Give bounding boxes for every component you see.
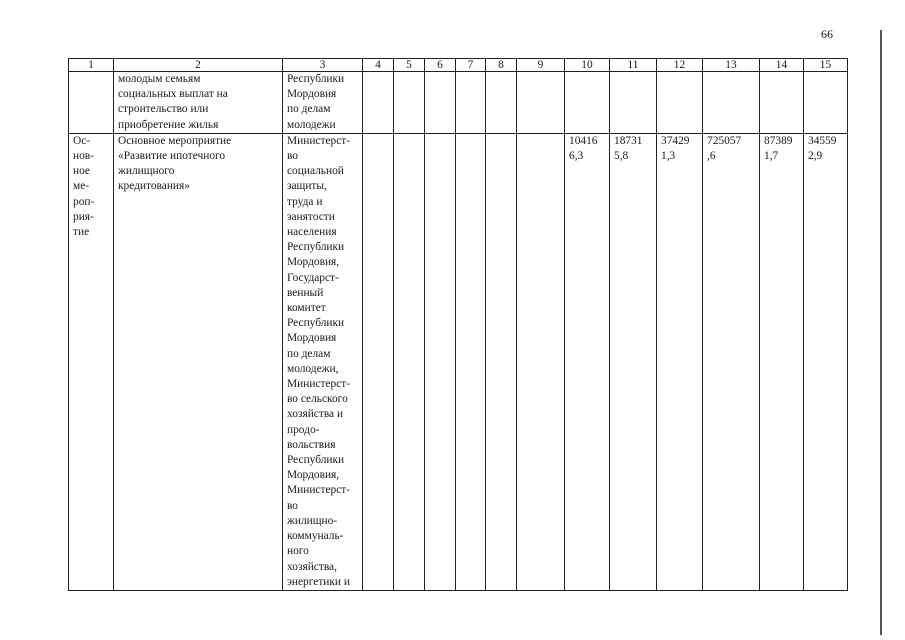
executor-cell: Министерст- во социальной защиты, труда и занятости населения Республики Мордовия, Государст- венный комитет Республики Мордовия по делам молодежи, Министерст- во сельского хозяйства и продо- вольствия Республики Мордовия, Министерст- во жилищно- коммуналь- ного хозяйства, энергетики и <box>283 133 363 590</box>
header-cell: 12 <box>657 59 703 72</box>
event-name-cell: Основное мероприятие «Развитие ипотечного жилищного кредитования» <box>114 133 283 590</box>
row-type-cell <box>69 72 114 134</box>
scan-edge-line <box>880 30 882 635</box>
program-table <box>68 58 848 591</box>
page-number: 66 <box>821 27 833 41</box>
header-cell: 5 <box>394 59 425 72</box>
table-cell <box>394 72 425 134</box>
table-cell <box>425 133 456 590</box>
executor-cell: Республики Мордовия по делам молодежи <box>283 72 363 134</box>
amount-cell <box>703 72 760 134</box>
event-name-cell: молодым семьям социальных выплат на строительство или приобретение жилья <box>114 72 283 134</box>
amount-cell: 34559 2,9 <box>804 133 848 590</box>
table-cell <box>486 72 517 134</box>
amount-cell: 87389 1,7 <box>760 133 804 590</box>
table-cell <box>486 133 517 590</box>
header-cell: 13 <box>703 59 760 72</box>
column-number-row <box>69 59 848 72</box>
header-cell: 8 <box>486 59 517 72</box>
amount-cell <box>610 72 657 134</box>
amount-cell <box>565 72 610 134</box>
header-cell: 11 <box>610 59 657 72</box>
table-row <box>69 72 848 134</box>
amount-cell: 37429 1,3 <box>657 133 703 590</box>
amount-cell <box>804 72 848 134</box>
header-cell: 10 <box>565 59 610 72</box>
table-cell <box>456 133 486 590</box>
table-cell <box>394 133 425 590</box>
row-type-cell: Ос- нов- ное ме- роп- рия- тие <box>69 133 114 590</box>
table-cell <box>363 133 394 590</box>
header-cell: 15 <box>804 59 848 72</box>
header-cell: 7 <box>456 59 486 72</box>
header-cell: 6 <box>425 59 456 72</box>
header-cell: 1 <box>69 59 114 72</box>
table-cell <box>363 72 394 134</box>
table-cell <box>517 133 565 590</box>
table-cell <box>517 72 565 134</box>
amount-cell <box>657 72 703 134</box>
table-cell <box>425 72 456 134</box>
amount-cell <box>760 72 804 134</box>
amount-cell: 725057 ,6 <box>703 133 760 590</box>
amount-cell: 10416 6,3 <box>565 133 610 590</box>
table-row <box>69 133 848 590</box>
amount-cell: 18731 5,8 <box>610 133 657 590</box>
header-cell: 3 <box>283 59 363 72</box>
header-cell: 14 <box>760 59 804 72</box>
header-cell: 2 <box>114 59 283 72</box>
header-cell: 4 <box>363 59 394 72</box>
table-cell <box>456 72 486 134</box>
header-cell: 9 <box>517 59 565 72</box>
